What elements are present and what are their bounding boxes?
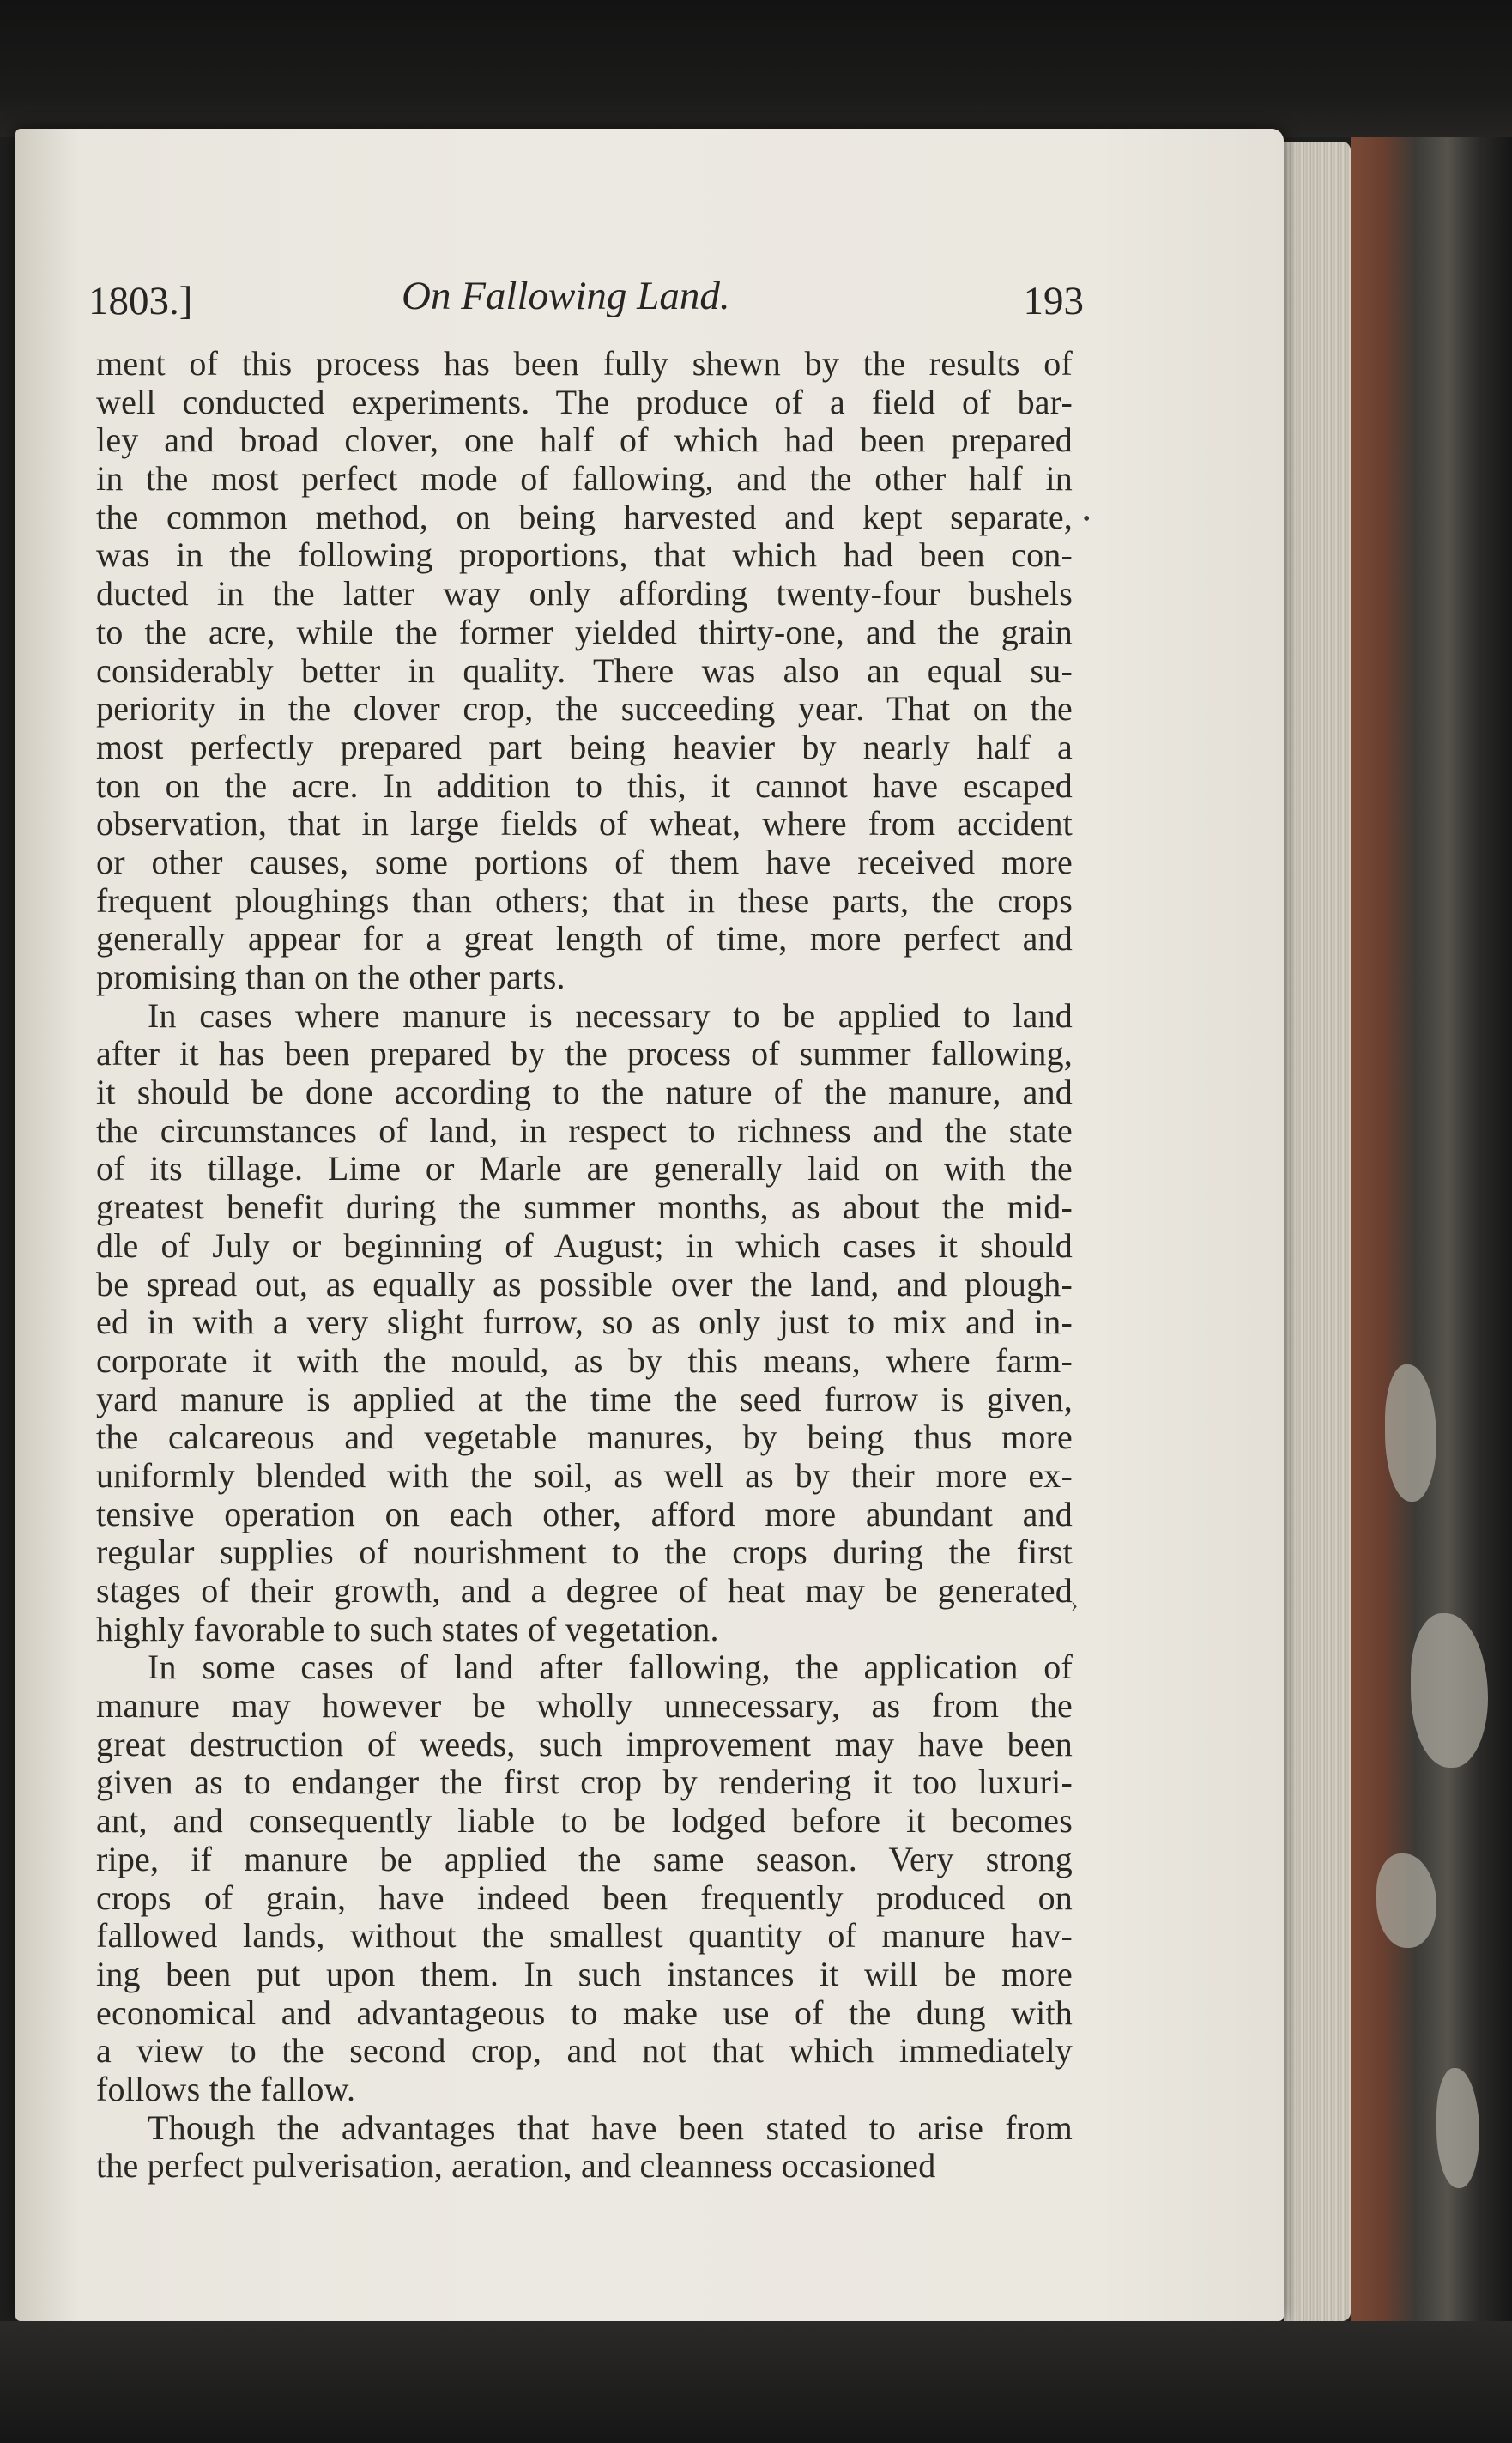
leather-wear-mark — [1385, 1364, 1436, 1502]
text-line: highly favorable to such states of vegetation. — [96, 1609, 719, 1648]
margin-mark: • — [1083, 508, 1091, 530]
text-line: regular supplies of nourishment to the crops during the first — [96, 1533, 1073, 1572]
running-head-year: 1803.] — [88, 279, 193, 324]
book-bottom-shadow — [0, 2321, 1512, 2443]
body-text — [96, 345, 1073, 2186]
text-line: the circumstances of land, in respect to richness and the state — [96, 1110, 1073, 1150]
text-line: was in the following proportions, that which had been con- — [96, 535, 1073, 575]
text-line: uniformly blended with the soil, as well as by their more ex- — [96, 1455, 1073, 1495]
text-line: follows the fallow. — [96, 2069, 356, 2108]
text-line: In some cases of land after fallowing, the application of — [148, 1648, 1073, 1687]
text-line: ducted in the latter way only affording twenty-four bushels — [96, 574, 1073, 614]
text-line: ton on the acre. In addition to this, it cannot have escaped — [96, 765, 1073, 805]
text-line: frequent ploughings than others; that in these parts, the crops — [96, 880, 1073, 920]
text-line: considerably better in quality. There was also an equal su- — [96, 650, 1073, 690]
text-line: of its tillage. Lime or Marle are generally laid on with the — [96, 1149, 1073, 1188]
text-line: be spread out, as equally as possible over the land, and plough- — [96, 1264, 1073, 1303]
text-line: yard manure is applied at the time the seed furrow is given, — [96, 1379, 1073, 1418]
text-line: it should be done according to the nature of the manure, and — [96, 1073, 1073, 1112]
text-line: stages of their growth, and a degree of heat may be generated — [96, 1571, 1073, 1610]
text-line: generally appear for a great length of time, more perfect and — [96, 919, 1073, 958]
text-line: given as to endanger the first crop by rendering it too luxuri- — [96, 1763, 1073, 1802]
text-line: ing been put upon them. In such instances it will be more — [96, 1954, 1073, 1993]
text-line: economical and advantageous to make use of the dung with — [96, 1992, 1073, 2032]
text-line: observation, that in large fields of wheat, where from accident — [96, 804, 1073, 844]
text-line: the perfect pulverisation, aeration, and cleanness occasioned — [96, 2146, 936, 2186]
text-line: ant, and consequently liable to be lodged before it becomes — [96, 1801, 1073, 1841]
text-line: ed in with a very slight furrow, so as only just to mix and in- — [96, 1303, 1073, 1342]
running-head — [88, 273, 1084, 333]
margin-mark: › — [1071, 1594, 1078, 1617]
text-line: fallowed lands, without the smallest quantity of manure hav- — [96, 1916, 1073, 1956]
text-line: dle of July or beginning of August; in which cases it should — [96, 1225, 1073, 1265]
text-line: the calcareous and vegetable manures, by being thus more — [96, 1418, 1073, 1457]
text-line: crops of grain, have indeed been frequently produced on — [96, 1878, 1073, 1917]
text-line: greatest benefit during the summer months, as about the mid- — [96, 1188, 1073, 1227]
leather-wear-mark — [1411, 1613, 1488, 1768]
text-line: the common method, on being harvested and kept separate, — [96, 497, 1073, 536]
text-line: to the acre, while the former yielded thirty-one, and the grain — [96, 612, 1073, 651]
text-line: or other causes, some portions of them have received more — [96, 842, 1073, 881]
text-line: promising than on the other parts. — [96, 958, 565, 996]
leather-wear-mark — [1436, 2068, 1479, 2188]
page-edges — [1284, 142, 1351, 2321]
page-number: 193 — [1023, 279, 1084, 324]
text-line: a view to the second crop, and not that which immediately — [96, 2031, 1073, 2071]
text-line: ripe, if manure be applied the same season. Very strong — [96, 1839, 1073, 1878]
text-line: corporate it with the mould, as by this means, where farm- — [96, 1340, 1073, 1380]
text-line: great destruction of weeds, such improvement may have been — [96, 1724, 1073, 1763]
text-line: ment of this process has been fully shewn by the results of — [96, 344, 1073, 383]
text-line: tensive operation on each other, afford more abundant and — [96, 1494, 1073, 1533]
text-line: ley and broad clover, one half of which had been prepared — [96, 420, 1073, 460]
book-top-shadow — [0, 0, 1512, 137]
leather-wear-mark — [1376, 1853, 1436, 1948]
text-line: Though the advantages that have been stated to arise from — [148, 2107, 1073, 2147]
text-line: most perfectly prepared part being heavier by nearly half a — [96, 727, 1073, 766]
text-line: well conducted experiments. The produce of a field of bar- — [96, 382, 1073, 421]
leather-cover — [1351, 137, 1512, 2334]
text-line: periority in the clover crop, the succeeding year. That on the — [96, 689, 1073, 729]
text-line: In cases where manure is necessary to be applied to land — [148, 995, 1073, 1035]
text-line: manure may however be wholly unnecessary, as from the — [96, 1686, 1073, 1726]
text-line: after it has been prepared by the process of summer fallowing, — [96, 1034, 1073, 1073]
running-head-title: On Fallowing Land. — [402, 274, 730, 318]
text-line: in the most perfect mode of fallowing, and the other half in — [96, 459, 1073, 499]
